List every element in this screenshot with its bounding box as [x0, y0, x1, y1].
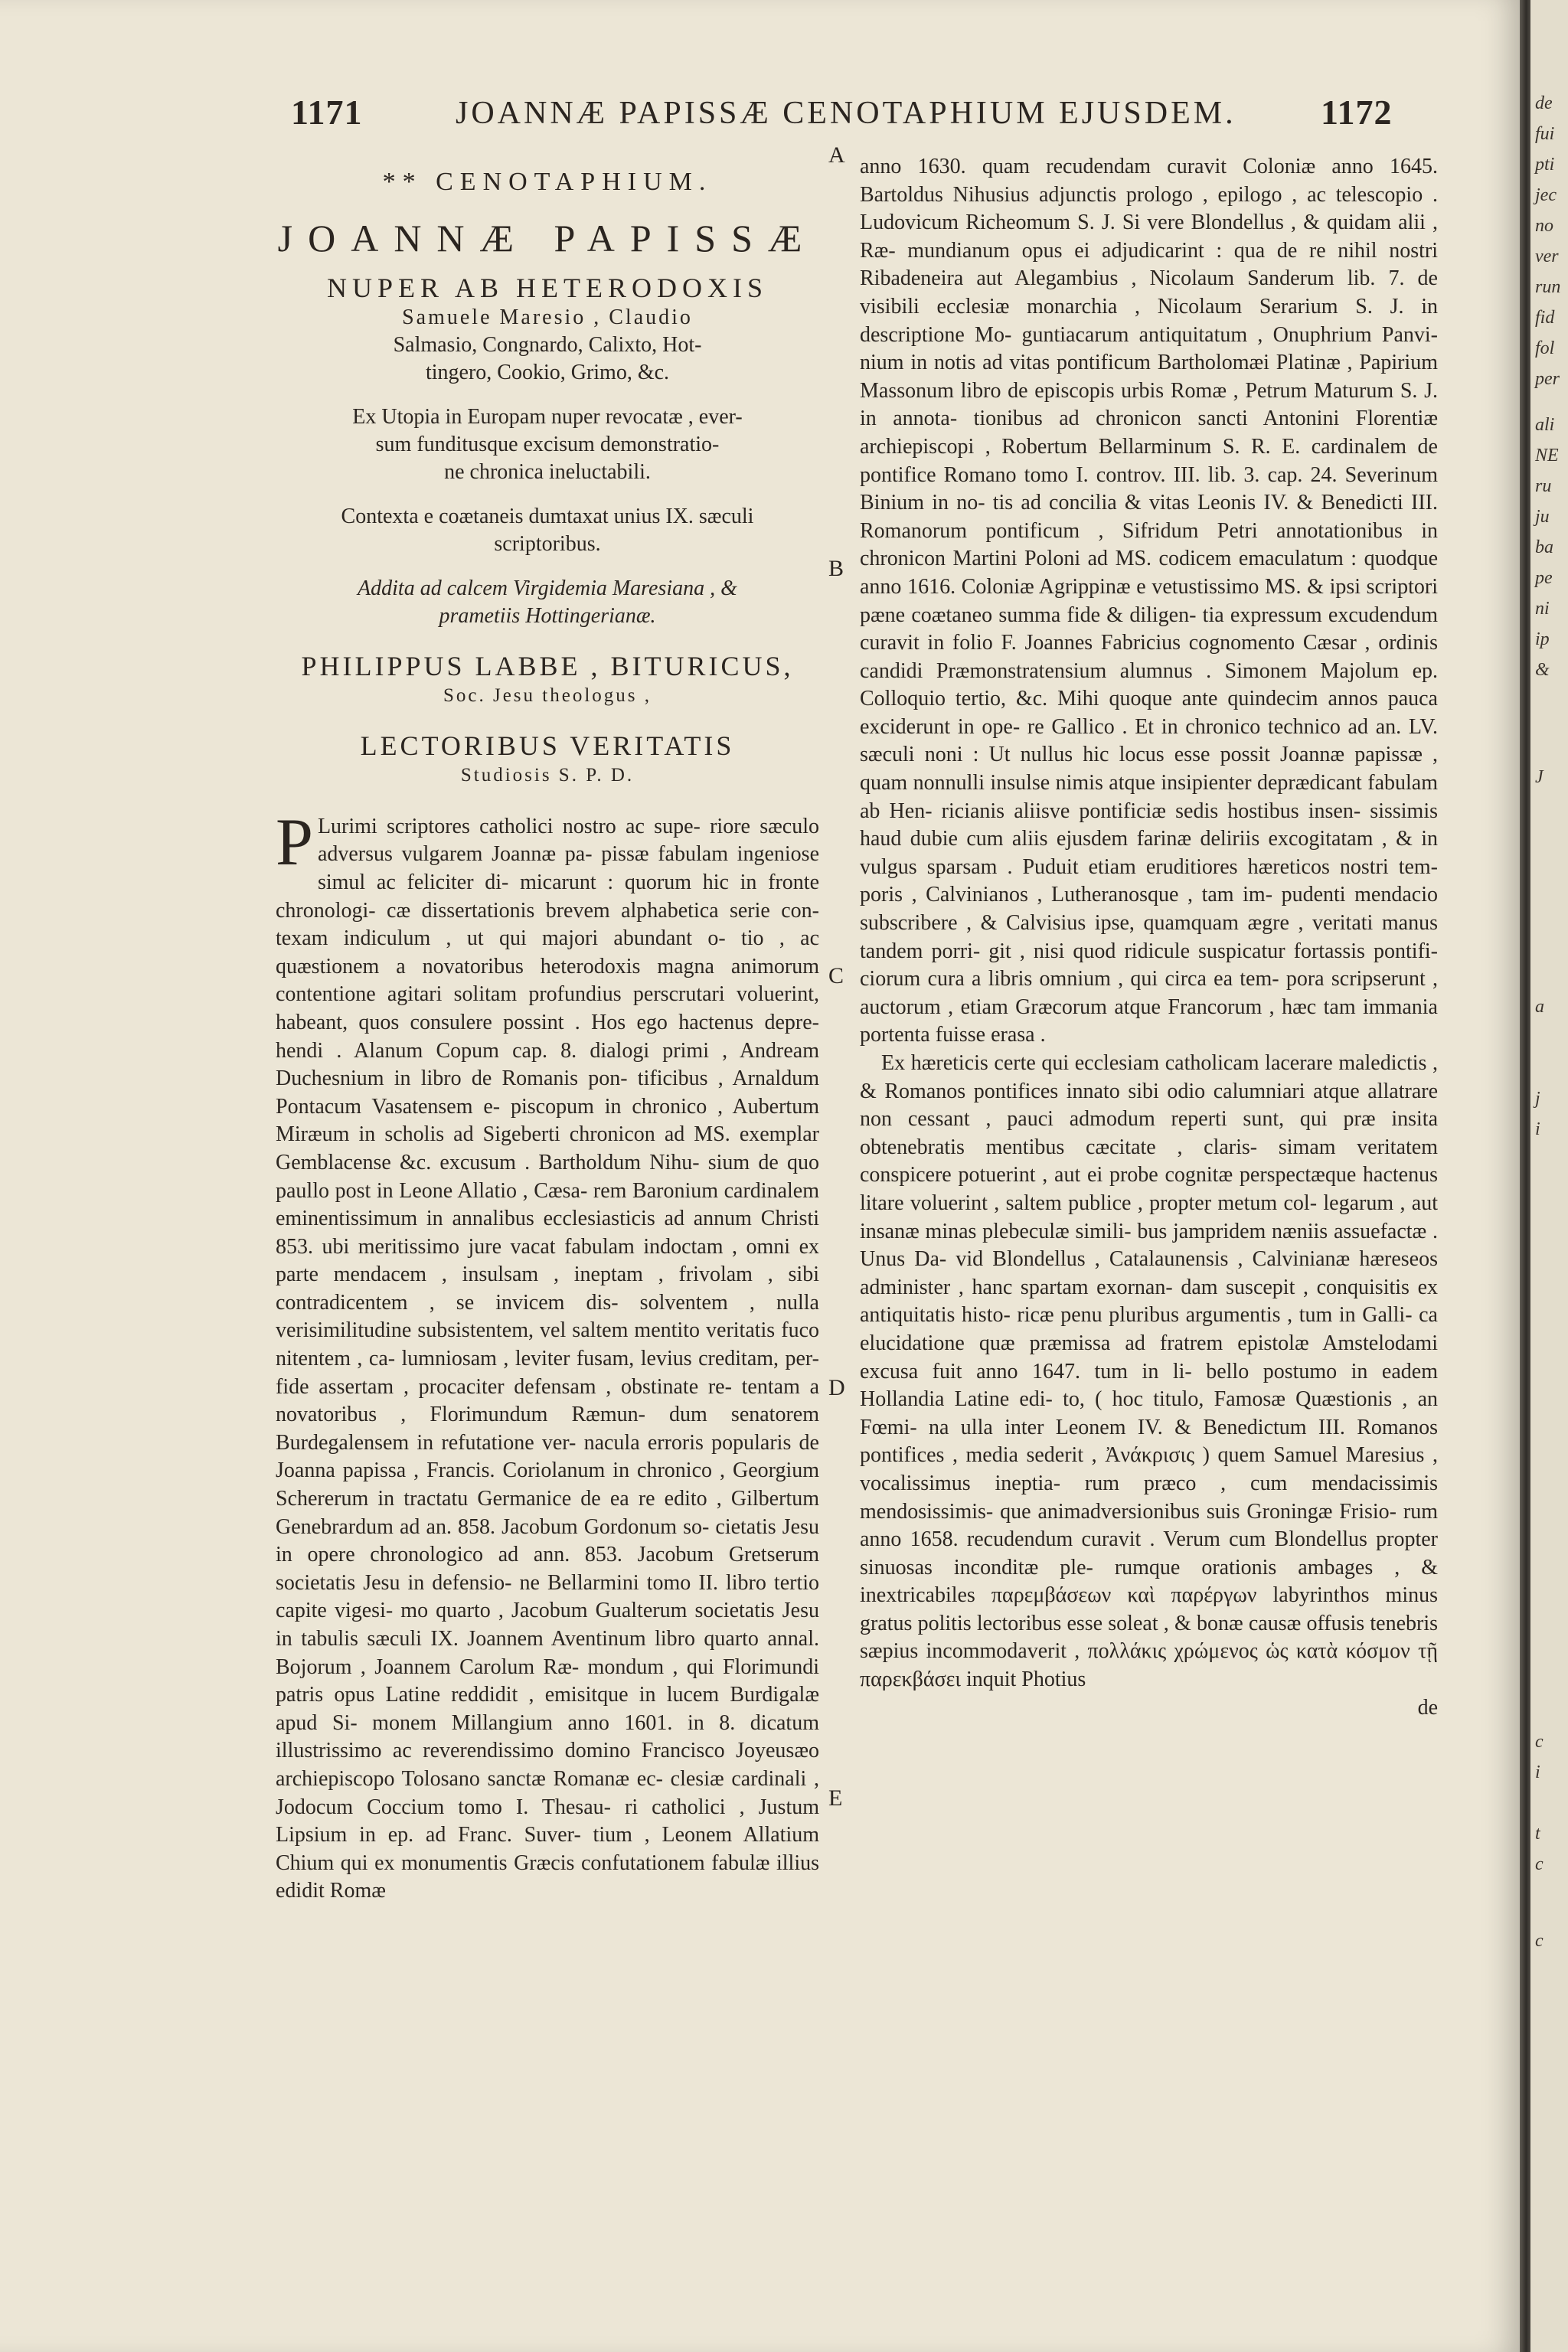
left-column [276, 153, 819, 1906]
next-page-fragment: c [1535, 1854, 1544, 1874]
title-authors-line3: tingero, Cookio, Grimo, &c. [425, 360, 670, 384]
title-authors-line2: Salmasio, Congnardo, Calixto, Hot- [393, 332, 702, 357]
title-authors-line1: Samuele Maresio , Claudio [402, 305, 693, 329]
next-page-fragment: ru [1535, 476, 1552, 496]
margin-letter-b: B [828, 556, 844, 581]
page-number-left: 1171 [291, 93, 363, 132]
margin-letter-d: D [828, 1375, 845, 1400]
next-page-fragment: no [1535, 216, 1553, 236]
next-page-fragment: J [1535, 767, 1544, 787]
subtitle-contexta: Contexta e coætaneis dumtaxat unius IX. sæculi scriptoribus. [341, 504, 754, 556]
right-column [860, 153, 1438, 1722]
next-page-fragment: fid [1535, 308, 1555, 328]
next-page-fragment: ba [1535, 537, 1553, 557]
author-name: PHILIPPUS LABBE , BITURICUS, [301, 650, 794, 681]
book-gutter [1520, 0, 1530, 2352]
page-number-right: 1172 [1321, 93, 1393, 132]
next-page-fragment: pti [1535, 155, 1555, 175]
next-page-fragment: ip [1535, 629, 1550, 649]
margin-letter-c: C [828, 963, 844, 988]
next-page-fragment: & [1535, 660, 1550, 680]
next-page-fragment: fui [1535, 124, 1555, 144]
drop-cap: P [276, 805, 313, 880]
next-page-fragment: NE [1535, 446, 1559, 466]
title-heterodoxis: NUPER AB HETERODOXIS [326, 272, 769, 303]
next-page-fragment: i [1535, 1119, 1540, 1139]
right-paragraph-1: anno 1630. quam recudendam curavit Coloniæ anno 1645. Bartoldus Nihusius adjunctis prologo , epilogo , ac telescopio . Ludovicum Richeomum S. J. Si vere Blondellus , & quidam alii , Ræ- mundianum opus ei adjudicarint : qua de re nihil nostri Ribadeneira aut Alegambius , Nicolaum Sanderum lib. 7. de visibili ecclesiæ monarchia , Nicolaum Serarium S. J. in descriptione Mo- guntiacarum antiquitatum , Onuphrium Panvi- nium in notis ad vitas pontificum Bartholomæi Platinæ , Papirium Massonum libro de episcopis urbis Romæ , Petrum Maturum S. J. in annota- tionibus ad chronicon sancti Antonini Florentiæ archiepiscopi , Robertum Bellarminum S. R. E. cardinalem de pontifice Romano tomo I. controv. III. lib. 3. cap. 24. Severinum Binium in no- tis ad concilia & vitas Leonis IV. & Benedicti III. Romanorum pontificum , Sifridum Petri annotationibus in chronicon Martini Poloni ad MS. codicem emaculatum : quodque anno 1616. Coloniæ Agrippinæ e vetustissimo MS. & ipsi scriptori pæne coætaneo summa fide & diligen- tia expressum excudendum curavit in folio F. Joannes Fabricius cognomento Cæsar , ordinis candidi Præmonstratensium alumnus . Simonem Majolum ep. Colloquio tertio, &c. Mihi quoque ante quindecim annos pauca exciderunt in ope- re Gallico . Et in chronico technico ad an. LV. sæculi noni : Ut nullus hic locus esse possit Joannæ papissæ , quam nonnulli insulse nimis atque insipienter deprædicant fabulam ab Hen- ricianis aliisve pontificiæ sedis hostibus insen- sissimis haud dubie cum aliis ejusdem farinæ deliriis excogitatam , & in vulgus sparsam . Puduit etiam eruditiores hæreticos nostri tem- poris , Calvinianos , Lutheranosque , tam im- pudenti mendacio subscribere , & Calvisius ipse, quamquam ægre , veritati manus tandem porri- git , nisi quod ridicule suspicatur fortassis pontifi- ciorum cura a libris omnium , qui circa ea tem- pora scripserunt , auctorum , etiam Græcorum atque Francorum , hæc tam immania portenta fuisse erasa . [860, 155, 1438, 1047]
left-body-text [276, 805, 819, 1906]
next-page-fragment: run [1535, 277, 1561, 297]
subtitle-utopia: Ex Utopia in Europam nuper revocatæ , ever- sum funditusque excisum demonstratio- ne chronica ineluctabili. [352, 404, 743, 484]
margin-letter-a: A [828, 142, 845, 168]
next-page-fragment: ver [1535, 247, 1559, 266]
next-page-fragment: c [1535, 1931, 1544, 1951]
next-page-fragment: jec [1535, 185, 1557, 205]
next-page-fragment: ali [1535, 415, 1555, 435]
title-cenotaphium: ** CENOTAPHIUM. [382, 168, 713, 196]
next-page-fragment: c [1535, 1732, 1544, 1752]
next-page-fragment: j [1535, 1089, 1540, 1109]
next-page-fragment: i [1535, 1762, 1540, 1782]
author-society: Soc. Jesu theologus , [443, 684, 652, 706]
right-paragraph-2: Ex hæreticis certe qui ecclesiam catholicam lacerare maledictis , & Romanos pontifices innato sibi odio calumniari atque allatrare non cessant , pauci admodum reperti sunt, qui præ insita obtenebratis mentibus cæcitate , claris- simam veritatem conspicere potuerint , aut ei probe cognitæ perspectæque hactenus litare voluerint , saltem publice , propter metum col- legarum , aut insanæ minas plebeculæ simili- bus jampridem næniis assuefactæ . Unus Da- vid Blondellus , Catalaunensis , Calvinianæ hæreseos administer , hanc spartam exornan- dam suscepit , conquisitis ex antiquitatis histo- ricæ penu pluribus argumentis , tum in Galli- ca elucidatione quæ præmissa ad fratrem epistolæ Amstelodami excusa fuit anno 1647. tum in li- bello postumo in eadem Hollandia Latine edi- to, ( hoc titulo, Famosæ Quæstionis , an Fœmi- na ulla inter Leonem IV. & Benedictum III. Romanos pontifices , media sederit , Ἀνάκρισις ) quem Samuel Maresius , vocalissimus ineptia- rum præco , cum mendacissimis mendosissimis- que animadversionibus suis Groningæ Frisio- rum anno 1658. recudendum curavit . Verum cum Blondellus propter sinuosas inconditæ ple- rumque orationis ambages , & inextricabiles παρεμβάσεων καὶ παρέργων labyrinthos minus gratus politis lectoribus esse soleat , & bonæ causæ offusis tenebris sæpius incommodaverit , πολλάκις χρώμενος ὡς κατὰ κόσμον τῇ παρεκβάσει inquit Photius [860, 1051, 1438, 1692]
next-page-fragment: fol [1535, 338, 1555, 358]
next-page-fragment: t [1535, 1824, 1540, 1844]
title-joannae-papissae: JOANNÆ PAPISSÆ [277, 216, 818, 260]
next-page-fragment: per [1535, 369, 1560, 389]
running-title: JOANNÆ PAPISSÆ CENOTAPHIUM EJUSDEM. [456, 96, 1236, 131]
right-body-text [860, 153, 1438, 1722]
next-page-fragment: de [1535, 93, 1553, 113]
next-page-fragment: ju [1535, 507, 1550, 527]
next-page-fragment: ni [1535, 599, 1550, 619]
dedication-heading: LECTORIBUS VERITATIS [360, 730, 735, 762]
next-page-fragment: a [1535, 997, 1544, 1017]
next-page-fragment: pe [1535, 568, 1553, 588]
running-header [291, 92, 1401, 145]
catchword: de [1417, 1695, 1438, 1720]
left-body-paragraph: Lurimi scriptores catholici nostro ac supe- riore sæculo adversus vulgarem Joannæ pa- pissæ fabulam ingeniose simul ac feliciter di- micarunt : quorum hic in fronte chronologi- cæ dissertationis brevem alphabetica serie con- texam indiculum , ut qui majori abundant o- tio , ac quæstionem a novatoribus heterodoxis magna animorum contentione agitari solitam profundius perscrutari voluerint, habeant, quos consulere possint . Hos ego hactenus depre- hendi . Alanum Copum cap. 8. dialogi primi , Andream Duchesnium in libro de Romanis pon- tificibus , Arnaldum Pontacum Vasatensem e- piscopum in chronico , Aubertum Miræum in scholis ad Sigeberti chronicon ad MS. exemplar Gemblacense &c. excusum . Bartholdum Nihu- sium de quo paullo post in Leone Allatio , Cæsa- rem Baronium cardinalem eminentissimum in annalibus ecclesiasticis ad annum Christi 853. ubi meritissimo jure vacat fabulam indoctam , omni ex parte mendacem , insulsam , ineptam , frivolam , sibi contradicentem , se invicem dis- solventem , nulla verisimilitudine subsistentem, vel saltem mentito veritatis fuco nitentem , ca- lumniosam , leviter fusam, levius creditam, per- fide assertam , procaciter defensam , obstinate re- tentam a novatoribus , Florimundum Ræmun- dum senatorem Burdegalensem in refutatione ver- nacula erroris popularis de Joanna papissa , Francis. Coriolanum in chronico , Georgium Schererum in tractatu Germanice de ea re edito , Gilbertum Genebrardum ad an. 858. Jacobum Gordonum so- cietatis Jesu in opere chronologico ad ann. 853. Jacobum Gretserum societatis Jesu in defensio- ne Bellarmini tomo II. libro tertio capite vigesi- mo quarto , Jacobum Gualterum societatis Jesu in tabulis sæculi IX. Joannem Aventinum libro quarto annal. Bojorum , Joannem Carolum Ræ- mondum , qui Florimundi patris opus Latine reddidit , emisitque in lucem Burdigalæ apud Si- monem Millangium anno 1601. in 8. dicatum illustrissimo ac reverendissimo domino Francisco Joyeusæo archiepiscopo Tolosano sanctæ Romanæ ec- clesiæ cardinali , Jodocum Coccium tomo I. Thesau- ri catholici , Justum Lipsium in ep. ad Franc. Suver- tium , Leonem Allatium Chium qui ex monumentis Græcis confutationem fabulæ illius edidit Romæ [276, 814, 819, 1903]
subtitle-addita: Addita ad calcem Virgidemia Maresiana , & prametiis Hottingerianæ. [358, 576, 737, 628]
dedication-subheading: Studiosis S. P. D. [460, 765, 635, 786]
margin-letter-e: E [828, 1785, 843, 1811]
next-page-edge [1530, 0, 1568, 2352]
